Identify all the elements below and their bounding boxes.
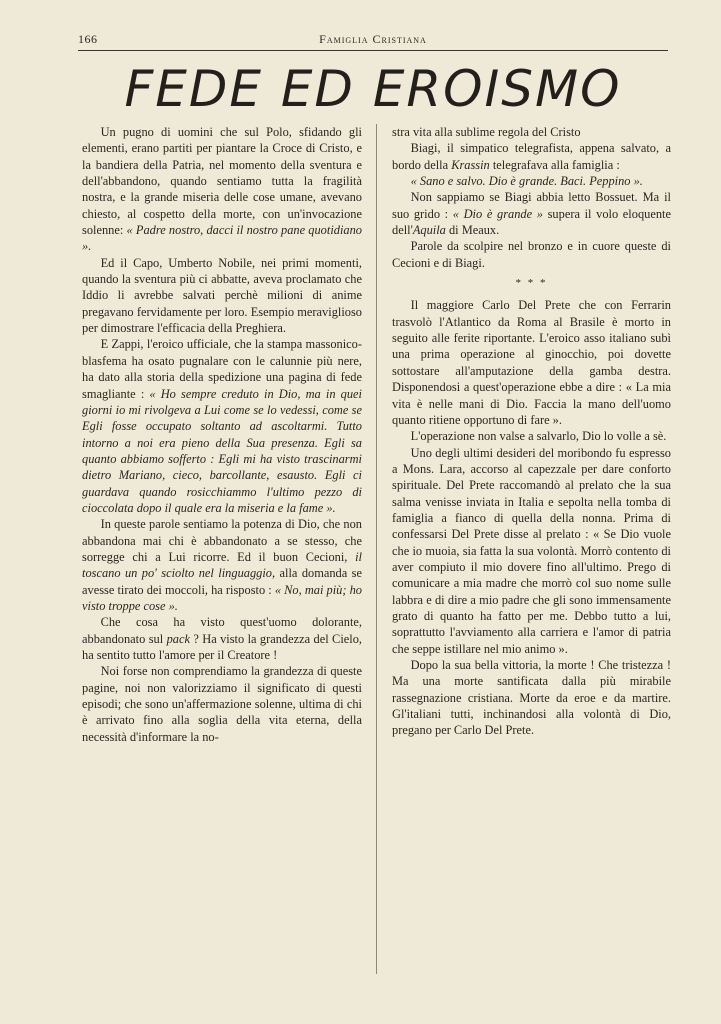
running-title: Famiglia Cristiana: [319, 32, 427, 46]
right-column: [392, 124, 671, 739]
paragraph-text: Non sappiamo se Biagi abbia letto Bossuet. Ma il suo grido :: [392, 190, 671, 221]
paragraph-text: di Meaux.: [445, 223, 500, 238]
paragraph-text: E Zappi, l'eroico ufficiale, che la stampa massonico-blasfema ha osato pugnalare con le calunnie più nere, ha dato alla storia della spedizione una pagina di fede smagliante :: [82, 337, 362, 401]
paragraph-italic: Krassin: [451, 157, 490, 172]
paragraph-text: Parole da scolpire nel bronzo e in cuore queste di Cecioni e di Biagi.: [392, 239, 671, 270]
paragraph: [392, 428, 671, 444]
paragraph: [392, 297, 671, 428]
paragraph-text: Dopo la sua bella vittoria, la morte ! Che tristezza ! Ma una morte santificata dalla più mirabile rassegnazione cristiana. Morte da eroe e da martire. Gl'italiani tutti, inchinandosi alla volontà di Dio, pregano per Carlo Del Prete.: [392, 658, 671, 738]
paragraph: [392, 238, 671, 271]
page-header: [78, 30, 668, 48]
paragraph-italic: « No, mai più; ho visto troppe cose ».: [82, 582, 362, 613]
paragraph-text: alla domanda se avesse tirato dei moccoli, ha risposto :: [82, 566, 363, 597]
paragraph-italic: Aquila: [412, 223, 446, 238]
paragraph-text: ? Ha visto la grandezza del Cielo, ha sentito tutto l'amore per il Creatore !: [82, 631, 362, 662]
paragraph: [392, 445, 671, 657]
paragraph-text: L'operazione non valse a salvarlo, Dio lo volle a sè.: [410, 429, 667, 444]
paragraph-italic: il toscano un po' sciolto nel linguaggio,: [82, 549, 362, 581]
paragraph: [82, 336, 362, 516]
paragraph-text: Uno degli ultimi desideri del moribondo fu espresso a Mons. Lara, accorso al capezzale per dare conforto spirituale. Del Prete raccomandò al prelato che la sua salma venisse inviata in Italia e sepolta nella tomba di famiglia a fianco di quella della nonna. Prima di confessarsi Del Prete disse al prelato : « Se Dio vuole che io muoia, sia fatta la sua volontà. Morrò contento di aver compiuto il mio dovere fino all'ultimo. Prego di comunicare a mia madre che morrò col suo nome sulle labbra e di dire a mio padre che gli sono immensamente grato di quanto ha fatto per me. Debbo tutto a lui, soprattutto l'avviamento alla carriera e l'amor di patria che seppe istillare nel mio animo ».: [392, 445, 671, 656]
paragraph-text: Che cosa ha visto quest'uomo dolorante, abbandonato sul: [82, 615, 362, 646]
paragraph: [82, 516, 362, 614]
page-number: 166: [78, 32, 98, 46]
header-rule: [78, 50, 668, 51]
paragraph-italic: « Ho sempre creduto in Dio, ma in quei giorni io mi rivolgeva a Lui come se lo vedessi, come se Egli fosse occupato soltanto ad ascoltarmi. Tutto intorno a noi era pieno della Sua presenza. Egli sa quanto abbiamo sofferto : Egli mi ha visto trascinarmi dietro Mariano, cieco, barcollante, esausto. Egli ci guardava quando rosicchiammo l'ultimo pezzo di cioccolata dopo il quale era la miseria e la fame ».: [82, 386, 362, 515]
paragraph-text: Il maggiore Carlo Del Prete che con Ferrarin trasvolò l'Atlantico da Roma al Brasile è morto in seguito alle ferite riportante. L'eroico asso italiano subì una prima operazione al ginocchio, poi dovette sottostare all'amputazione della gamba destra. Disponendosi a quest'operazione ebbe a dire : « La mia vita è nelle mani di Dio. Faccia la mano dell'uomo quanto ritiene opportuno di fare ».: [392, 298, 671, 427]
left-column: [82, 124, 362, 745]
paragraph: [392, 140, 671, 173]
paragraph: [392, 189, 671, 238]
paragraph-text: stra vita alla sublime regola del Cristo: [392, 125, 581, 139]
paragraph: [82, 124, 362, 255]
paragraph-text: In queste parole sentiamo la potenza di Dio, che non abbandona mai chi è abbandonato a se stesso, che sorregge chi a Lui ricorre. Ed il buon Cecioni,: [82, 517, 362, 564]
paragraph-text: telegrafava alla famiglia :: [489, 157, 620, 172]
paragraph-italic: « Padre nostro, dacci il nostro pane quotidiano ».: [82, 223, 362, 254]
paragraph-italic: pack: [166, 631, 190, 646]
paragraph: [82, 663, 362, 745]
column-divider: [376, 124, 377, 974]
paragraph-text: Noi forse non comprendiamo la grandezza di queste pagine, noi non valorizziamo il significato di questi episodi; che sono un'affermazione solenne, ultima di chi è arrivato fino alla soglia della vita eterna, della necessità d'informare la no-: [82, 664, 362, 744]
paragraph: [392, 173, 671, 189]
paragraph-text: Biagi, il simpatico telegrafista, appena salvato, a bordo della: [392, 141, 671, 172]
paragraph-text: Un pugno di uomini che sul Polo, sfidando gli elementi, erano partiti per piantare la Croce di Cristo, e la bandiera della Patria, nel momento della sventura e dell'abbandono, quando sentiamo tutta la fragilità nostra, e la grande miseria delle cose umane, avevano chiesto, al cospetto della morte, con un'invocazione solenne:: [82, 125, 362, 238]
article-title: FEDE ED EROISMO: [124, 60, 622, 118]
paragraph: [82, 255, 362, 337]
paragraph-text: Ed il Capo, Umberto Nobile, nei primi momenti, quando la sventura più ci abbatte, aveva proclamato che Iddio li avrebbe salvati perchè milioni di anime pregavano fervidamente per loro. Esempio meraviglioso per dimostrare l'efficacia della Preghiera.: [82, 255, 362, 336]
section-separator: * * *: [515, 277, 548, 290]
paragraph-italic: « Dio è grande »: [452, 206, 543, 221]
paragraph-italic: « Sano e salvo. Dio è grande. Baci. Peppino ».: [410, 174, 643, 189]
paragraph: [82, 614, 362, 663]
paragraph: [392, 657, 671, 739]
paragraph-text: supera il volo eloquente dell': [392, 206, 671, 238]
paragraph: [392, 124, 671, 140]
